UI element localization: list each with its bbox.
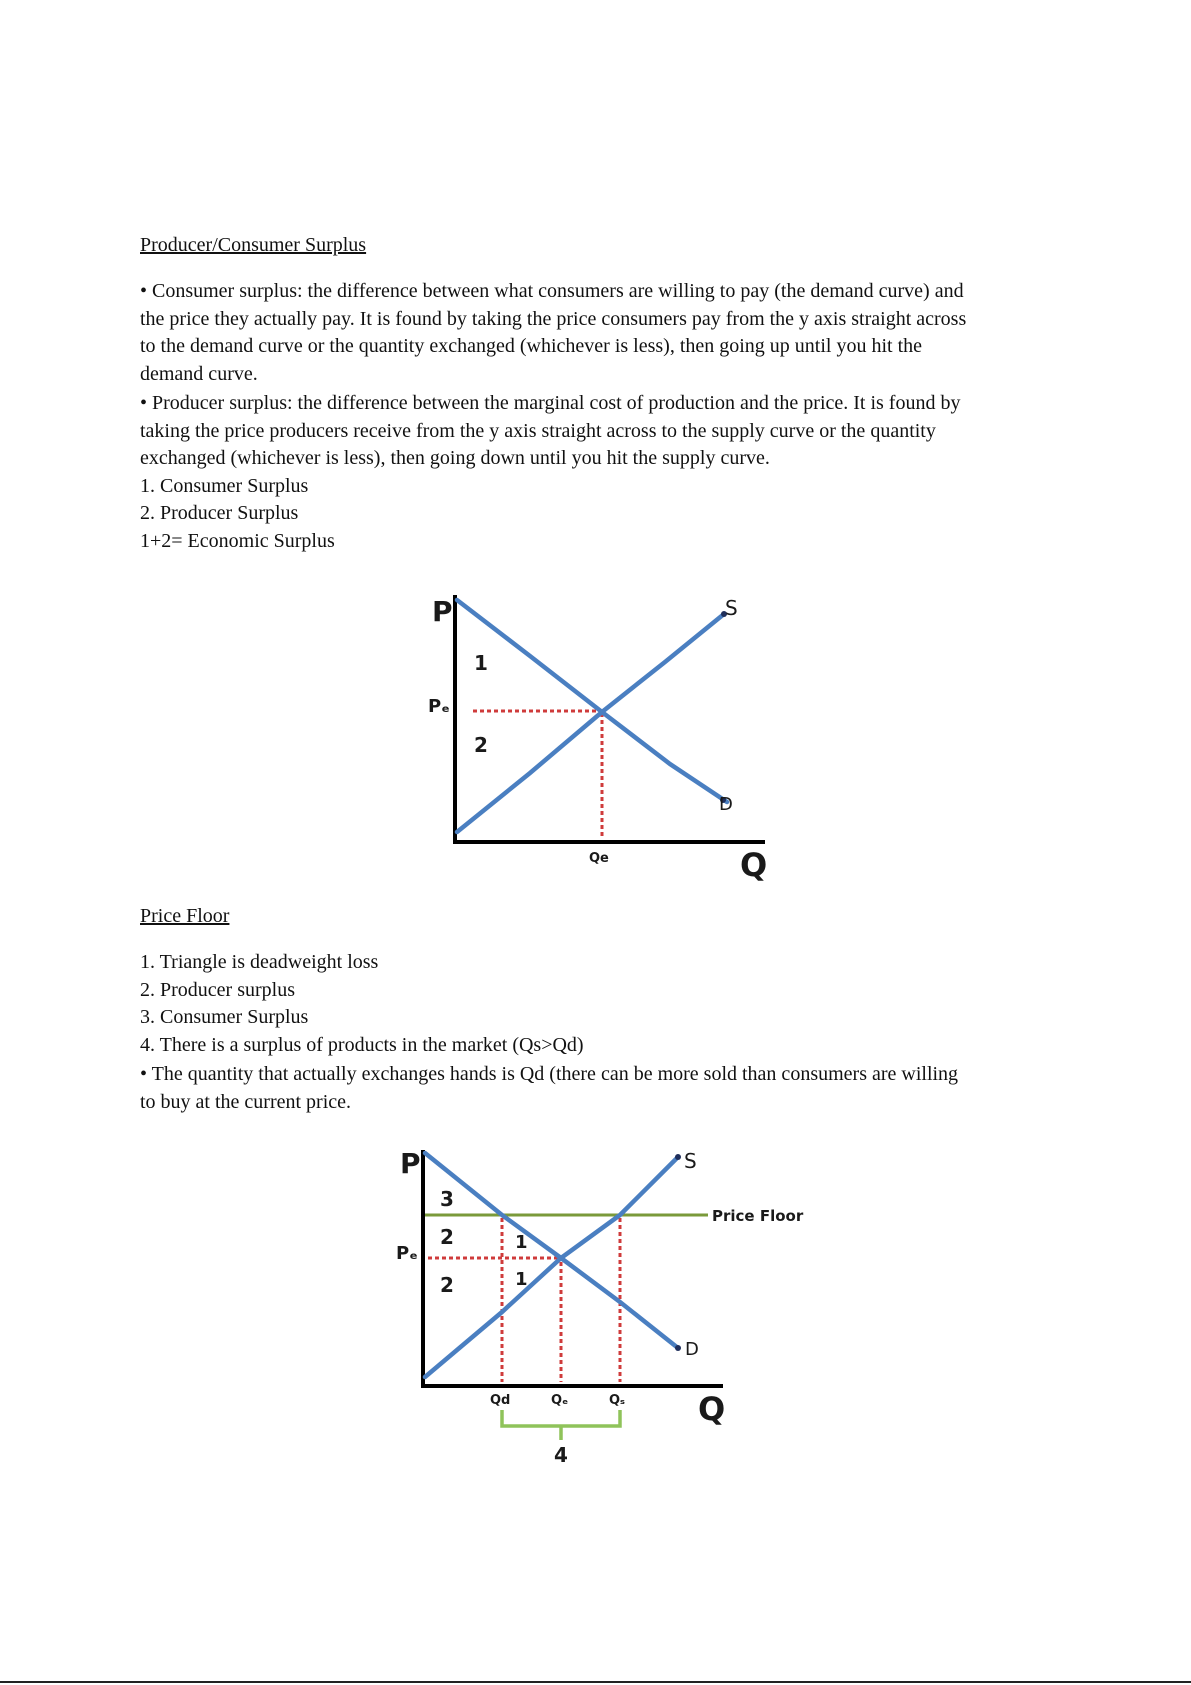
price-floor-label: Price Floor (712, 1207, 804, 1225)
demand-label: D (719, 794, 733, 815)
producer-surplus-area-label: 2 (474, 733, 488, 757)
supply-curve (425, 1157, 678, 1377)
p-axis-label: P (432, 595, 453, 628)
list-item: 1. Triangle is deadweight loss (140, 951, 379, 973)
section2-title: Price Floor (140, 905, 230, 927)
supply-tip-dot (675, 1154, 681, 1160)
q-axis-label: Q (740, 846, 768, 884)
q-axis-label: Q (698, 1390, 726, 1428)
producer-surplus-lower-area-label: 2 (440, 1273, 454, 1297)
list-item: 1. Consumer Surplus (140, 474, 309, 497)
demand-curve (425, 1153, 678, 1348)
section1-title: Producer/Consumer Surplus (140, 234, 367, 256)
list-item: 4. There is a surplus of products in the market (Qs>Qd) (140, 1033, 584, 1056)
qd-label: Qd (490, 1393, 511, 1408)
surplus-quantity-label: 4 (554, 1443, 568, 1467)
text-line: demand curve. (140, 362, 258, 385)
deadweight-loss-upper-label: 1 (515, 1232, 528, 1253)
list-item: 3. Consumer Surplus (140, 1006, 309, 1028)
supply-label: S (684, 1149, 697, 1173)
price-label: Pₑ (396, 1243, 418, 1264)
text-line: exchanged (whichever is less), then going down until you hit the supply curve. (140, 447, 770, 469)
text-line: to buy at the current price. (140, 1090, 352, 1113)
text-line: taking the price producers receive from the y axis straight across to the supply curve or the quantity (140, 419, 936, 442)
demand-label: D (685, 1339, 699, 1360)
surplus-brace (502, 1410, 620, 1440)
consumer-surplus-area-label: 1 (474, 651, 488, 675)
list-item: 1+2= Economic Surplus (140, 529, 335, 552)
page-bottom-rule (0, 1681, 1191, 1683)
demand-tip-dot (675, 1345, 681, 1351)
p-axis-label: P (400, 1147, 421, 1180)
text-line: the price they actually pay. It is found by taking the price consumers pay from the y axis straight across (140, 307, 967, 330)
quantity-label: Qe (589, 851, 609, 866)
text-line: • The quantity that actually exchanges hands is Qd (there can be more sold than consumers are willing (140, 1063, 959, 1085)
list-item: 2. Producer Surplus (140, 502, 299, 524)
text-line: • Consumer surplus: the difference between what consumers are willing to pay (the demand curve) and (140, 280, 964, 302)
qs-label: Qₛ (609, 1393, 626, 1408)
producer-surplus-upper-area-label: 2 (440, 1225, 454, 1249)
price-label: Pₑ (428, 696, 450, 717)
text-line: • Producer surplus: the difference between the marginal cost of production and the price. It is found by (140, 392, 961, 414)
deadweight-loss-lower-label: 1 (515, 1269, 528, 1290)
qe-label: Qₑ (551, 1393, 569, 1408)
supply-label: S (725, 596, 738, 620)
consumer-surplus-area-label: 3 (440, 1187, 454, 1211)
list-item: 2. Producer surplus (140, 978, 295, 1001)
text-line: to the demand curve or the quantity exchanged (whichever is less), then going up until you hit the (140, 335, 923, 357)
